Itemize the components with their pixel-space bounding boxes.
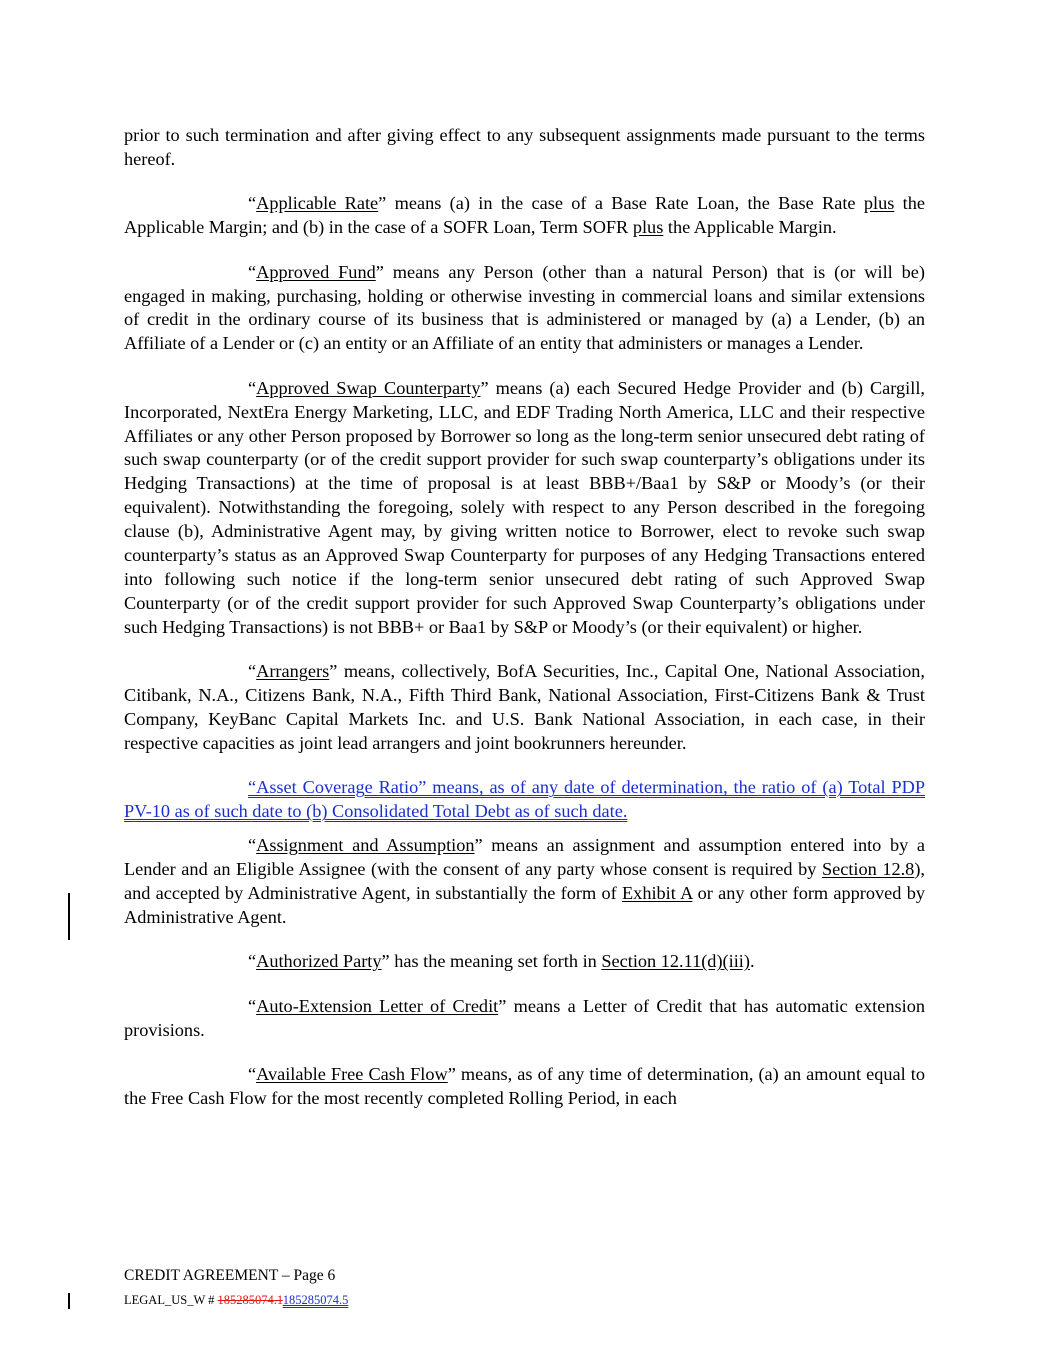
plus-emphasis: plus bbox=[863, 193, 895, 214]
definition-available-free-cash-flow: “Available Free Cash Flow” means, as of any time of determination, (a) an amount equal to the Free Cash Flow for the most recently completed Rolling Period, in each bbox=[124, 1064, 925, 1108]
defined-term: Assignment and Assumption bbox=[256, 835, 475, 856]
definition-applicable-rate: “Applicable Rate” means (a) in the case of a Base Rate Loan, the Base Rate plus the Applicable Margin; and (b) in the case of a SOFR Loan, Term SOFR plus the Applicable Margin. bbox=[124, 193, 926, 238]
defined-term: Approved Swap Counterparty bbox=[256, 377, 481, 398]
document-body bbox=[124, 124, 925, 1131]
exhibit-reference: Exhibit A bbox=[622, 882, 693, 903]
definition-authorized-party: “Authorized Party” has the meaning set forth in Section 12.11(d)(iii). bbox=[248, 951, 755, 972]
defined-term: Authorized Party bbox=[256, 951, 382, 972]
definition-asset-coverage-ratio-inserted: “Asset Coverage Ratio” means, as of any date of determination, the ratio of (a) Total PDP PV-10 as of such date to (b) Consolidated Total Debt as of such date. bbox=[124, 777, 925, 822]
change-bar bbox=[68, 893, 70, 940]
definition-approved-swap-counterparty: “Approved Swap Counterparty” means (a) each Secured Hedge Provider and (b) Cargill, Incorporated, NextEra Energy Marketing, LLC, and EDF Trading North America, LLC and their respective Affiliates or any other Person proposed by Borrower so long as the long-term senior unsecured debt rating of such swap counterparty (or of the credit support provider for such swap counterparty’s obligations under its Hedging Transactions) at the time of proposal is at least BBB+/Baa1 by S&P or Moody’s (or their equivalent). Notwithstanding the foregoing, solely with respect to any Person described in the foregoing clause (b), Administrative Agent may, by giving written notice to Borrower, elect to revoke such swap counterparty’s status as an Approved Swap Counterparty for purposes of any Hedging Transactions entered into following such notice if the long-term senior unsecured debt rating of such Approved Swap Counterparty (or of the credit support provider for such Approved Swap Counterparty’s obligations under such Hedging Transactions) is not BBB+ or Baa1 by S&P or Moody’s (or their equivalent) or higher. bbox=[124, 377, 925, 637]
section-reference: Section 12.11(d)(iii) bbox=[601, 951, 750, 972]
defined-term: Available Free Cash Flow bbox=[256, 1064, 448, 1084]
definition-arrangers: “Arrangers” means, collectively, BofA Securities, Inc., Capital One, National Association, Citibank, N.A., Citizens Bank, N.A., Fifth Third Bank, National Association, First-Citizens Bank & Trust Company, KeyBanc Capital Markets Inc. and U.S. Bank National Association, in each case, in their respective capacities as joint lead arrangers and joint bookrunners hereunder. bbox=[124, 661, 925, 753]
page-label: CREDIT AGREEMENT – Page 6 bbox=[124, 1267, 336, 1284]
defined-term: Applicable Rate bbox=[256, 193, 379, 214]
definition-approved-fund: “Approved Fund” means any Person (other than a natural Person) that is (or will be) engaged in making, purchasing, holding or otherwise investing in commercial loans and similar extensions of credit in the ordinary course of its business that is administered or managed by (a) a Lender, (b) an Affiliate of a Lender or (c) an entity or an Affiliate of an entity that administers or manages a Lender. bbox=[124, 261, 925, 354]
defined-term: Arrangers bbox=[256, 661, 330, 682]
definition-auto-extension-letter-of-credit: “Auto-Extension Letter of Credit” means a Letter of Credit that has automatic extension provisions. bbox=[124, 995, 925, 1040]
page-footer bbox=[124, 1266, 348, 1309]
section-reference: Section 12.8 bbox=[821, 859, 915, 880]
inserted-doc-number: 185285074.5 bbox=[282, 1293, 349, 1307]
definition-assignment-and-assumption: “Assignment and Assumption” means an assignment and assumption entered into by a Lender and an Eligible Assignee (with the consent of any party whose consent is required by Section 12.8), and accepted by Administrative Agent, in substantially the form of Exhibit A or any other form approved by Administrative Agent. bbox=[124, 835, 925, 927]
change-bar-footer bbox=[68, 1293, 70, 1309]
document-id: LEGAL_US_W # 185285074.1185285074.5 bbox=[124, 1293, 349, 1307]
defined-term: Approved Fund bbox=[256, 261, 376, 282]
paragraph-continuation: prior to such termination and after giving effect to any subsequent assignments made pursuant to the terms hereof. bbox=[124, 125, 925, 169]
defined-term: Auto-Extension Letter of Credit bbox=[256, 995, 499, 1016]
plus-emphasis: plus bbox=[632, 217, 664, 238]
deleted-doc-number: 185285074.1 bbox=[217, 1293, 283, 1307]
